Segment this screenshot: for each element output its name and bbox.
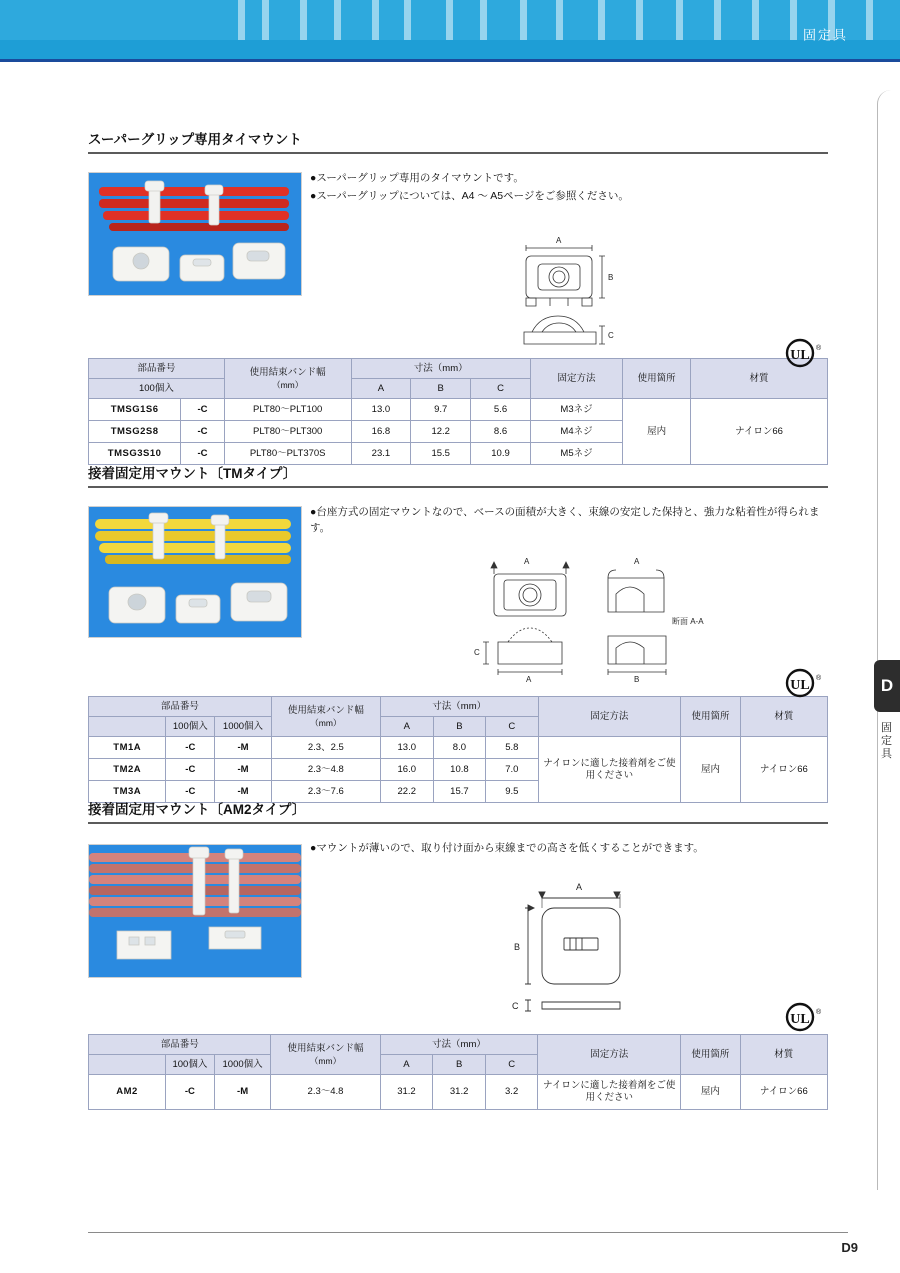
spec-table-am2: [88, 1034, 828, 1110]
svg-text:断面 A-A: 断面 A-A: [672, 617, 704, 626]
dimension-drawing: [498, 228, 648, 363]
cell-a: 31.2: [380, 1075, 433, 1110]
cell-suffix-100: -C: [166, 737, 215, 759]
bullet-item: ●スーパーグリップについては、A4 ～ A5ページをご参照ください。: [310, 190, 629, 202]
th-place: 使用箇所: [623, 359, 691, 399]
table-row: [89, 399, 828, 421]
section-underline: [88, 486, 828, 488]
svg-text:C: C: [608, 331, 614, 340]
cell-material: ナイロン66: [691, 399, 828, 465]
cell-fix: ナイロンに適した接着剤をご使用ください: [538, 737, 681, 803]
header-bottom-rule: [0, 59, 900, 62]
cell-c: 3.2: [485, 1075, 537, 1110]
th-dim-b: B: [411, 379, 471, 399]
ul-mark-icon: [782, 338, 822, 366]
cell-b: 9.7: [411, 399, 471, 421]
th-partno: 部品番号: [89, 697, 272, 717]
table-row: [89, 737, 828, 759]
cell-band: PLT80～PLT370S: [224, 443, 351, 465]
th-place: 使用箇所: [681, 1035, 740, 1075]
dimension-drawing: [458, 556, 718, 684]
cell-suffix-100: -C: [166, 1075, 215, 1110]
th-material: 材質: [691, 359, 828, 399]
svg-text:A: A: [526, 675, 532, 684]
svg-text:C: C: [512, 1001, 519, 1011]
cell-b: 31.2: [433, 1075, 486, 1110]
svg-text:B: B: [634, 675, 640, 684]
cell-suffix-1000: -M: [215, 781, 272, 803]
svg-text:C: C: [474, 648, 480, 657]
svg-text:®: ®: [816, 675, 822, 682]
cell-suffix: -C: [181, 443, 225, 465]
cell-partno: TMSG1S6: [89, 399, 181, 421]
cell-b: 15.7: [433, 781, 486, 803]
th-dim-c: C: [486, 717, 538, 737]
th-dim-a: A: [380, 717, 433, 737]
svg-text:UL: UL: [790, 678, 810, 693]
cell-partno: TMSG3S10: [89, 443, 181, 465]
th-partno: 部品番号: [89, 1035, 271, 1055]
th-fixing: 固定方法: [530, 359, 622, 399]
cell-a: 22.2: [380, 781, 433, 803]
cell-place: 屋内: [681, 737, 740, 803]
th-band-unit: （mm）: [272, 379, 304, 390]
th-dimensions: 寸法（mm）: [380, 1035, 538, 1055]
th-dim-a: A: [380, 1055, 433, 1075]
cell-b: 12.2: [411, 421, 471, 443]
cell-suffix: -C: [181, 399, 225, 421]
cell-b: 8.0: [433, 737, 486, 759]
svg-text:UL: UL: [790, 348, 810, 363]
svg-text:A: A: [576, 882, 583, 892]
cell-c: 10.9: [471, 443, 531, 465]
cell-band: 2.3～4.8: [271, 1075, 380, 1110]
th-partno-1000: 1000個入: [214, 1055, 271, 1075]
section-tab-label: 固定具: [881, 722, 893, 760]
cell-b: 10.8: [433, 759, 486, 781]
svg-text:®: ®: [816, 1009, 822, 1016]
cell-place: 屋内: [623, 399, 691, 465]
cell-c: 7.0: [486, 759, 538, 781]
cell-b: 15.5: [411, 443, 471, 465]
page-header: [0, 0, 900, 62]
section-title: スーパーグリップ専用タイマウント: [88, 132, 302, 147]
page-folio: D9: [841, 1240, 858, 1255]
th-dimensions: 寸法（mm）: [351, 359, 530, 379]
th-dim-b: B: [433, 1055, 486, 1075]
ul-mark-icon: [782, 668, 822, 696]
product-photo: [88, 172, 302, 296]
cell-suffix-1000: -M: [215, 737, 272, 759]
cell-a: 16.0: [380, 759, 433, 781]
spec-table-tm: [88, 696, 828, 803]
cell-partno: TM1A: [89, 737, 166, 759]
cell-suffix-100: -C: [166, 759, 215, 781]
ul-mark-icon: [782, 1002, 822, 1030]
svg-text:®: ®: [816, 345, 822, 352]
cell-partno: TM3A: [89, 781, 166, 803]
bullet-item: ●マウントが薄いので、取り付け面から束線までの高さを低くすることができます。: [310, 842, 704, 854]
th-band-unit: （mm）: [310, 717, 342, 728]
section-am2-type-mount: [88, 798, 828, 1110]
spec-table-tmsg: [88, 358, 828, 465]
th-partno-100: 100個入: [166, 717, 215, 737]
cell-suffix-1000: -M: [215, 759, 272, 781]
cell-band: 2.3、2.5: [271, 737, 380, 759]
section-title: 接着固定用マウント〔AM2タイプ〕: [88, 802, 306, 817]
cell-fix: M3ネジ: [530, 399, 622, 421]
product-photo: [88, 844, 302, 978]
svg-text:A: A: [634, 557, 640, 566]
section-tab-d[interactable]: D: [874, 660, 900, 712]
cell-a: 23.1: [351, 443, 411, 465]
cell-a: 16.8: [351, 421, 411, 443]
th-material: 材質: [740, 1035, 827, 1075]
th-place: 使用箇所: [681, 697, 740, 737]
svg-text:A: A: [556, 236, 562, 245]
cell-band: PLT80～PLT300: [224, 421, 351, 443]
table-row: [89, 1075, 828, 1110]
section-tm-type-mount: [88, 462, 828, 803]
cell-suffix: -C: [181, 421, 225, 443]
th-partno-1000: 1000個入: [215, 717, 272, 737]
feature-bullets: [310, 504, 820, 538]
cell-band: 2.3～4.8: [271, 759, 380, 781]
th-fixing: 固定方法: [538, 697, 681, 737]
svg-text:B: B: [608, 273, 614, 282]
cell-fix: M4ネジ: [530, 421, 622, 443]
cell-a: 13.0: [351, 399, 411, 421]
th-dim-b: B: [433, 717, 486, 737]
th-band: 使用結束バンド幅: [287, 1042, 364, 1054]
bullet-item: ●スーパーグリップ専用のタイマウントです。: [310, 172, 524, 184]
th-band: 使用結束バンド幅: [249, 366, 326, 378]
cell-partno: TM2A: [89, 759, 166, 781]
th-material: 材質: [740, 697, 827, 737]
cell-a: 13.0: [380, 737, 433, 759]
th-dim-c: C: [471, 379, 531, 399]
product-photo: [88, 506, 302, 638]
svg-text:UL: UL: [790, 1012, 810, 1027]
th-dimensions: 寸法（mm）: [380, 697, 538, 717]
section-title: 接着固定用マウント〔TMタイプ〕: [88, 466, 297, 481]
cell-c: 8.6: [471, 421, 531, 443]
cell-fix: M5ネジ: [530, 443, 622, 465]
cell-fix: ナイロンに適した接着剤をご使用ください: [538, 1075, 681, 1110]
th-partno: 部品番号: [89, 359, 225, 379]
dimension-drawing: [496, 876, 666, 1026]
section-underline: [88, 822, 828, 824]
th-partno-100: 100個入: [89, 379, 225, 399]
cell-band: PLT80～PLT100: [224, 399, 351, 421]
side-rail: [877, 90, 900, 1190]
cell-c: 5.6: [471, 399, 531, 421]
cell-suffix-1000: -M: [214, 1075, 271, 1110]
header-category-label: 固定具: [802, 27, 848, 43]
svg-text:A: A: [524, 557, 530, 566]
th-band-unit: （mm）: [309, 1055, 342, 1066]
cell-suffix-100: -C: [166, 781, 215, 803]
svg-text:B: B: [514, 942, 521, 952]
cell-c: 5.8: [486, 737, 538, 759]
th-dim-c: C: [485, 1055, 537, 1075]
th-fixing: 固定方法: [538, 1035, 681, 1075]
cell-material: ナイロン66: [740, 737, 827, 803]
cell-c: 9.5: [486, 781, 538, 803]
cell-band: 2.3～7.6: [271, 781, 380, 803]
cell-partno: AM2: [89, 1075, 166, 1110]
footer-rule: [88, 1232, 848, 1233]
cell-place: 屋内: [681, 1075, 740, 1110]
feature-bullets: [310, 840, 820, 858]
section-super-grip-tie-mount: [88, 128, 828, 465]
cell-material: ナイロン66: [740, 1075, 827, 1110]
bullet-item: ●台座方式の固定マウントなので、ベースの面積が大きく、束線の安定した保持と、強力な粘着性が得られます。: [310, 506, 820, 534]
th-partno-100: 100個入: [166, 1055, 215, 1075]
feature-bullets: [310, 170, 820, 206]
th-band: 使用結束バンド幅: [287, 704, 364, 716]
section-underline: [88, 152, 828, 154]
cell-partno: TMSG2S8: [89, 421, 181, 443]
th-dim-a: A: [351, 379, 411, 399]
